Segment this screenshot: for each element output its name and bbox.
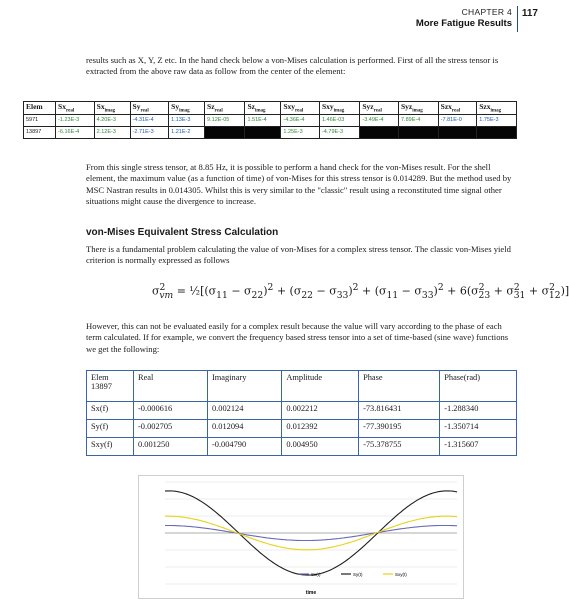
legend-label: Sxy(t): [395, 572, 407, 577]
header-subscript: real: [373, 108, 382, 114]
header-base: Sy: [132, 102, 141, 111]
header-base: Sx: [96, 102, 105, 111]
table-cell: 0.002124: [207, 402, 281, 420]
table-cell: 7.89E-4: [399, 114, 439, 126]
chapter-title: More Fatigue Results: [415, 18, 512, 29]
table-cell: -4.36E-4: [281, 114, 320, 126]
table-cell: 1.75E-3: [477, 114, 517, 126]
signal-table-header: Real: [134, 371, 208, 402]
table-cell: -3.49E-4: [360, 114, 399, 126]
table-cell: -1.288340: [440, 402, 517, 420]
table-row: [24, 114, 517, 126]
header-divider: [517, 6, 519, 32]
header-base: Szx: [479, 102, 491, 111]
signal-table-header: Phase: [359, 371, 440, 402]
table-cell: 4.20E-3: [94, 114, 130, 126]
header-base: Sz: [247, 102, 255, 111]
hand-check-paragraph: From this single stress tensor, at 8.85 Hz, it is possible to perform a hand check for the von-Mises result. For the shell element, the maximum value (as a function of time) of von-Mises for this stress tensor is 0.014289. But the method used by MSC Nastran results in 0.014305. Whilst this is very similar to the "classic" result using a reconstituted time signal other situations might cause the divergence to increase.: [86, 162, 512, 207]
raw-table-header: [399, 102, 439, 115]
table-cell: -73.816431: [359, 402, 440, 420]
signal-table-header: Imaginary: [207, 371, 281, 402]
table-cell: Sxy(f): [87, 438, 134, 456]
table-cell: 1.51E-4: [245, 114, 281, 126]
chart-plot: [139, 476, 463, 598]
raw-table-header: [477, 102, 517, 115]
table-cell: -4.79E-3: [319, 126, 359, 138]
table-cell: -1.315607: [440, 438, 517, 456]
header-subscript: imag: [254, 108, 266, 114]
header-subscript: real: [451, 108, 461, 114]
table-cell: 1.13E-3: [169, 114, 205, 126]
header-subscript: imag: [490, 108, 502, 114]
table-cell: -6.16E-4: [56, 126, 95, 138]
table-cell: 13897: [24, 126, 56, 138]
table-cell: -0.004790: [207, 438, 281, 456]
raw-table-header: [245, 102, 281, 115]
header-base: Sxy: [321, 102, 334, 111]
legend-label: Sy(t): [353, 572, 363, 577]
header-subscript: real: [65, 108, 75, 114]
raw-table-header: [130, 102, 169, 115]
table-cell: [399, 126, 439, 138]
page-number: 117: [521, 8, 538, 19]
raw-table-header: [205, 102, 245, 115]
header-subscript: imag: [179, 108, 190, 114]
header-base: Szx: [440, 102, 452, 111]
header-subscript: imag: [104, 108, 116, 114]
table-cell: 2.12E-3: [94, 126, 130, 138]
header-subscript: real: [295, 108, 304, 114]
raw-table-header: [169, 102, 205, 115]
header-subscript: real: [214, 108, 223, 114]
signal-table-header: Phase(rad): [440, 371, 517, 402]
table-cell: 0.001250: [134, 438, 208, 456]
table-cell: -7.81E-0: [438, 114, 477, 126]
signal-table-header: Elem 13897: [87, 371, 134, 402]
table-cell: Sy(f): [87, 420, 134, 438]
legend-label: Sx(t): [311, 572, 321, 577]
table-cell: -75.378755: [359, 438, 440, 456]
von-mises-equation: $\sigma^2_{vm}$ = $\frac{1}{2}[(\sigma_{11} - \sigma_{22})^2 + (\sigma_{22} - \sigma_{33})^2 + (\sigma_{11} - \sigma_{33})^2 + 6(\sigma^2_{23} + \sigma^2_{31} + \sigma^2_{12})]$: [152, 282, 569, 301]
table-row: [87, 438, 517, 456]
raw-table-header: [281, 102, 320, 115]
complex-paragraph: However, this can not be evaluated easily for a complex result because the value will vary according to the phase of each term calculated. If for example, we convert the frequency based stress tensor into a set of time-based (sine wave) functions we get the following:: [86, 321, 509, 354]
section-heading: von-Mises Equivalent Stress Calculation: [86, 227, 279, 238]
table-cell: [245, 126, 281, 138]
table-cell: -2.71E-3: [130, 126, 169, 138]
raw-table-header: [360, 102, 399, 115]
header-base: Sz: [207, 102, 215, 111]
chart-legend: [299, 572, 407, 577]
table-cell: 1.46E-03: [319, 114, 359, 126]
problem-paragraph: There is a fundamental problem calculating the value of von-Mises for a complex stress tensor. The classic von-Mises yield criterion is normally expressed as follows: [86, 244, 511, 266]
header-base: Sx: [58, 102, 66, 111]
table-cell: 1.25E-3: [281, 126, 320, 138]
intro-paragraph: results such as X, Y, Z etc. In the hand check below a von-Mises calculation is performed. First of all the stress tensor is extracted from the above raw data as follow from the center of the element:: [86, 55, 499, 77]
table-cell: -1.350714: [440, 420, 517, 438]
x-axis-label: time: [305, 590, 317, 596]
table-cell: 9.12E-05: [205, 114, 245, 126]
stress-time-chart: [138, 475, 464, 599]
table-cell: [477, 126, 517, 138]
table-cell: -0.002705: [134, 420, 208, 438]
raw-table-header: [319, 102, 359, 115]
table-cell: 0.004950: [282, 438, 359, 456]
raw-table-header: [24, 102, 56, 115]
table-cell: -4.31E-4: [130, 114, 169, 126]
table-cell: 0.012094: [207, 420, 281, 438]
signal-table-header: Amplitude: [282, 371, 359, 402]
header-base: Syz: [401, 102, 413, 111]
table-cell: [438, 126, 477, 138]
table-row: [24, 126, 517, 138]
running-header: [416, 6, 512, 30]
header-subscript: imag: [412, 108, 423, 114]
time-signal-table: [86, 370, 517, 456]
header-base: Syz: [362, 102, 374, 111]
chapter-label: CHAPTER 4: [461, 7, 512, 17]
raw-stress-table: [23, 101, 517, 139]
raw-table-header: [56, 102, 95, 115]
header-base: Sxy: [283, 102, 296, 111]
table-cell: 0.012392: [282, 420, 359, 438]
raw-table-header: [94, 102, 130, 115]
table-cell: -77.390195: [359, 420, 440, 438]
raw-table-header: [438, 102, 477, 115]
table-row: [87, 402, 517, 420]
header-subscript: real: [140, 108, 149, 114]
table-cell: 0.002212: [282, 402, 359, 420]
table-cell: Sx(f): [87, 402, 134, 420]
table-cell: [360, 126, 399, 138]
header-subscript: imag: [333, 108, 345, 114]
table-cell: -0.000616: [134, 402, 208, 420]
table-cell: 5971: [24, 114, 56, 126]
table-row: [87, 420, 517, 438]
table-cell: 1.21E-2: [169, 126, 205, 138]
header-base: Elem: [26, 102, 43, 111]
table-cell: [205, 126, 245, 138]
header-base: Sy: [171, 102, 180, 111]
table-cell: -1.23E-3: [56, 114, 95, 126]
